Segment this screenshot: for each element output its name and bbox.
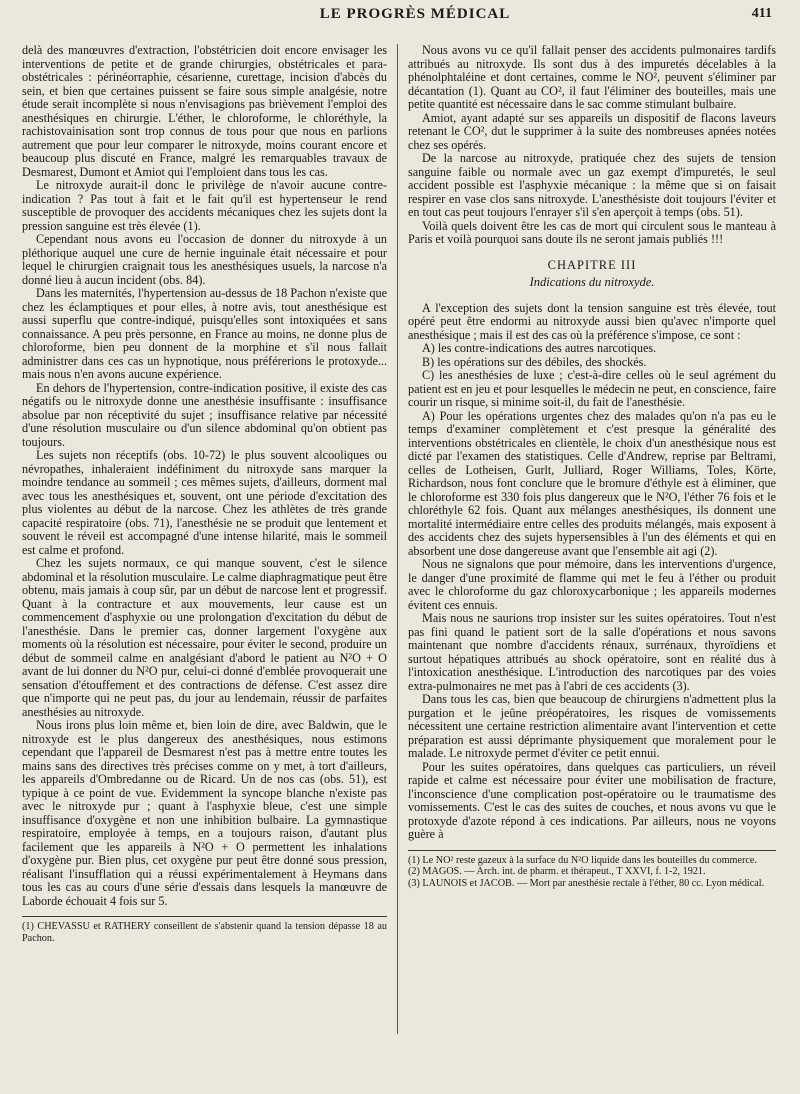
paragraph: Voilà quels doivent être les cas de mort qui circulent sous le manteau à Paris et voilà pourquoi sans doute ils ne seront jamais publiés !!! xyxy=(408,218,776,246)
paragraph: A l'exception des sujets dont la tension sanguine est très élevée, tout opéré peut être endormi au nitroxyde aussi bien qu'avec n'importe quel anesthésique ; mais il est des cas où la préférence s'impose, ce sont : xyxy=(408,300,776,342)
list-item: A) les contre-indications des autres narcotiques. xyxy=(422,341,657,355)
left-column xyxy=(22,44,387,944)
paragraph: Nous ne signalons que pour mémoire, dans les interventions d'urgence, le danger d'une proximité de flamme qui met le feu à l'éther ou produit avec le chloroforme du gaz chloroxycarbonique ; les appareils modernes évitent ces ennuis. xyxy=(408,557,776,612)
paragraph: Dans les maternités, l'hypertension au-dessus de 18 Pachon n'existe que chez les éclamptiques et pour elles, à notre avis, tout anesthésique est aussi superflu que contre-indiqué, puisqu'elles sont intoxiquées et sans connaissance. A peu près personne, en France au moins, ne donne plus de chloroforme, bien peu donnent de la morphine et s'il nous fallait administrer dans ces cas un hypnotique, nous préférerions le protoxyde... mais nous n'en avons aucune expérience. xyxy=(22,286,387,381)
page-number: 411 xyxy=(751,6,772,21)
column-divider xyxy=(397,44,398,1034)
paragraph: Pour les suites opératoires, dans quelques cas particuliers, un réveil rapide et calme est nécessaire pour éviter une mobilisation de fracture, l'inconscience d'une complication post-opératoire ou le traumatisme des vomissements. C'est le cas des suites de couches, et nous avons vu que le protoxyde d'azote répond à ces indications. Par ailleurs, nous ne voyons guère à xyxy=(408,759,776,841)
right-column xyxy=(408,44,776,889)
footnote-rule xyxy=(22,916,387,917)
paragraph: Dans tous les cas, bien que beaucoup de chirurgiens n'admettent plus la purgation et le jeûne préopératoires, les risques de vomissements nécessitent une certaine restriction alimentaire avant l'intervention et cette préparation est aussi déprimante physiquement que moralement pour le malade. Le nitroxyde permet d'éviter ce petit ennui. xyxy=(408,692,776,760)
paragraph: delà des manœuvres d'extraction, l'obstétricien doit encore envisager les interventions de petite et de grande chirurgies, obstétricales et para-obstétricales : périnéorraphie, césarienne, curettage, incision d'abcès du sein, et bien que certaines puissent se faire sous simple analgésie, notre étude serait incomplète si nous n'envisagions pas brièvement l'emploi des anesthésiques en chirurgie. L'éther, le chloroforme, le chloréthyle, la rachistovainisation sont trop connus de tous pour que nous en parlions autrement que pour leur comparer le nitroxyde, moins courant encore et beaucoup plus discuté en France, malgré les remarquables travaux de Desmarest, Dumont et Amiot qui l'emploient dans tous les cas. xyxy=(22,43,387,179)
chapter-title: CHAPITRE III xyxy=(547,257,637,272)
list-item: C) les anesthésies de luxe ; c'est-à-dire celles où le seul agrément du patient est en jeu et pour lesquelles le médecin ne peut, en conscience, faire courir un risque, si minime soit-il, du fait de l'anesthésie. xyxy=(408,368,776,409)
paragraph: Nous avons vu ce qu'il fallait penser des accidents pulmonaires tardifs attribués au nitroxyde. Ils sont dus à des impuretés décelables à la phénolphtaléine et dont certaines, comme le NO², peuvent s'éliminer par décantation (1). Quant au CO², il faut l'éliminer des bouteilles, mais une petite quantité est nécessaire dans le sac comme stimulant bulbaire. xyxy=(408,43,776,111)
footnote: (3) LAUNOIS et JACOB. — Mort par anesthésie rectale à l'éther, 80 cc. Lyon médical. xyxy=(408,877,765,889)
paragraph: Amiot, ayant adapté sur ses appareils un dispositif de flacons laveurs retenant le CO², dut le supprimer à la suite des nombreuses apnées notées chez ses opérés. xyxy=(408,110,776,152)
chapter-subtitle: Indications du nitroxyde. xyxy=(529,275,655,289)
footnote: (1) CHEVASSU et RATHERY conseillent de s'abstenir quand la tension dépasse 18 au Pachon. xyxy=(22,921,387,944)
footnote: (2) MAGOS. — Arch. int. de pharm. et thérapeut., T XXVI, f. 1-2, 1921. xyxy=(408,866,706,877)
paragraph: En dehors de l'hypertension, contre-indication positive, il existe des cas négatifs ou le nitroxyde donne une anesthésie insuffisante : insuffisance absolue par non réceptivité du sujet ; insuffisance relative par nécessité d'une résolution musculaire ou d'un silence abdominal qu'on obtient pas toujours. xyxy=(22,380,387,449)
paragraph: De la narcose au nitroxyde, pratiquée chez des sujets de tension sanguine faible ou normale avec un gaz exempt d'impuretés, le seul accident possible est l'asphyxie mécanique : la même que si on faisait respirer en vase clos sans nitroxyde. L'anesthésiste doit toujours l'éviter et en tout cas peut toujours l'enrayer s'il s'en aperçoit à temps (obs. 51). xyxy=(408,151,776,219)
list-item: B) les opérations sur des débiles, des shockés. xyxy=(422,354,647,369)
paragraph: A) Pour les opérations urgentes chez des malades qu'on n'a pas eu le temps d'examiner complètement et c'est presque la généralité des interventions obstétricales en clientèle, le choix d'un anesthésique nous est dicté par l'examen des statistiques. Celle d'Andrew, reprise par Beltrami, celles de Lotheisen, Gurlt, Julliard, Roger Williams, Toles, Körte, Richardson, nous font conclure que le bromure d'éthyle est à éliminer, que le chloroforme est 330 fois plus dangereux que le N²O, l'éther 76 fois et le chloréthyle 62 fois. Quant aux mélanges anesthésiques, ils donnent une mortalité intermédiaire entre celles des produits mélangés, mais exposent à des accidents chez des sujets hypersensibles à l'un des éléments et qui en absorbent une dose dangereuse avant que l'ensemble ait agi (2). xyxy=(408,408,776,558)
footnote-rule xyxy=(408,850,776,851)
paragraph: Mais nous ne saurions trop insister sur les suites opératoires. Tout n'est pas fini quand le patient sort de la salle d'opérations et nous savons maintenant que nombre d'accidents rénaux, surrénaux, thyroïdiens et surtout hépatiques attribués au shock opératoire, sont en réalité dus à l'intoxication anesthésique. L'introduction des narcotiques par des voies extra-pulmonaires ne met pas à l'abri de ces accidents (3). xyxy=(408,611,776,693)
paragraph: Le nitroxyde aurait-il donc le privilège de n'avoir aucune contre-indication ? Pas tout à fait et le fait qu'il est hypertenseur le rend susceptible de provoquer des accidents mécaniques chez les sujets dont la pression sanguine est très élevée (1). xyxy=(22,178,387,233)
paragraph: Nous irons plus loin même et, bien loin de dire, avec Baldwin, que le nitroxyde est le plus dangereux des anesthésiques, nous estimons cependant que l'appareil de Desmarest n'est pas à mettre entre toutes les mains sans des directives très précises comme on y met, à tort d'ailleurs, les appareils d'Ombredanne ou de Ricard. Un de nos cas (obs. 51), est typique à ce point de vue. Evidemment la syncope blanche n'existe pas avec le nitroxyde pur ; quant à l'asphyxie bleue, c'est une simple insuffisance d'oxygène et non une inhibition bulbaire. La gymnastique respiratoire, employée à temps, en a toujours raison, d'autant plus facilement que les appareils à N²O + O permettent les inhalations d'oxygène pur. Bien plus, cet oxygène pur peut être donné sous pression, réalisant l'insufflation qui a réussi expérimentalement à Heymans dans tous les cas au cours d'une série d'essais dans lesquels la manœuvre de Laborde échouait 4 fois sur 5. xyxy=(22,718,387,908)
running-title: LE PROGRÈS MÉDICAL xyxy=(319,6,511,22)
paragraph: Les sujets non réceptifs (obs. 10-72) le plus souvent alcooliques ou névropathes, inhaleraient indéfiniment du nitroxyde sans marquer la moindre tendance au sommeil ; ces mêmes sujets, d'ailleurs, dorment mal avec tous les anesthésiques et, souvent, ont une période d'excitation des plus violentes au début de la narcose. Chez les athlètes de très grande capacité respiratoire (obs. 71), l'anesthésie ne se produit que lentement et souvent le réveil est accompagné d'une intense hilarité, mais le sommeil est calme et profond. xyxy=(22,448,387,557)
paragraph: Chez les sujets normaux, ce qui manque souvent, c'est le silence abdominal et la résolution musculaire. Le calme diaphragmatique peut être obtenu, mais jamais à coup sûr, par un début de narcose lent et progressif. Quant à la contracture et aux mouvements, leur cause est un commencement d'asphyxie ou une prolongation d'excitation du début de l'anesthésie. Dans le premier cas, donner largement l'oxygène aux moments où la résolution est nécessaire, pour éviter le second, produire un début de sommeil calme en analgésiant d'abord le patient au N²O + O avant de lui donner du N²O pur, celui-ci donné d'emblée provoquerait une sensation d'étouffement et des contractions de défense. C'est assez dire que n'importe qui ne peut pas, du jour au lendemain, réussir de parfaites anesthésies au nitroxyde. xyxy=(22,556,387,719)
footnote: (1) Le NO² reste gazeux à la surface du N²O liquide dans les bouteilles du commerce. xyxy=(408,854,757,866)
paragraph: Cependant nous avons eu l'occasion de donner du nitroxyde à un pléthorique auquel une cure de hernie inguinale était nécessaire et pour lequel le chirurgien craignait tous les anesthésiques usuels, la narcose n'a donné lieu à aucun incident (obs. 84). xyxy=(22,232,387,287)
